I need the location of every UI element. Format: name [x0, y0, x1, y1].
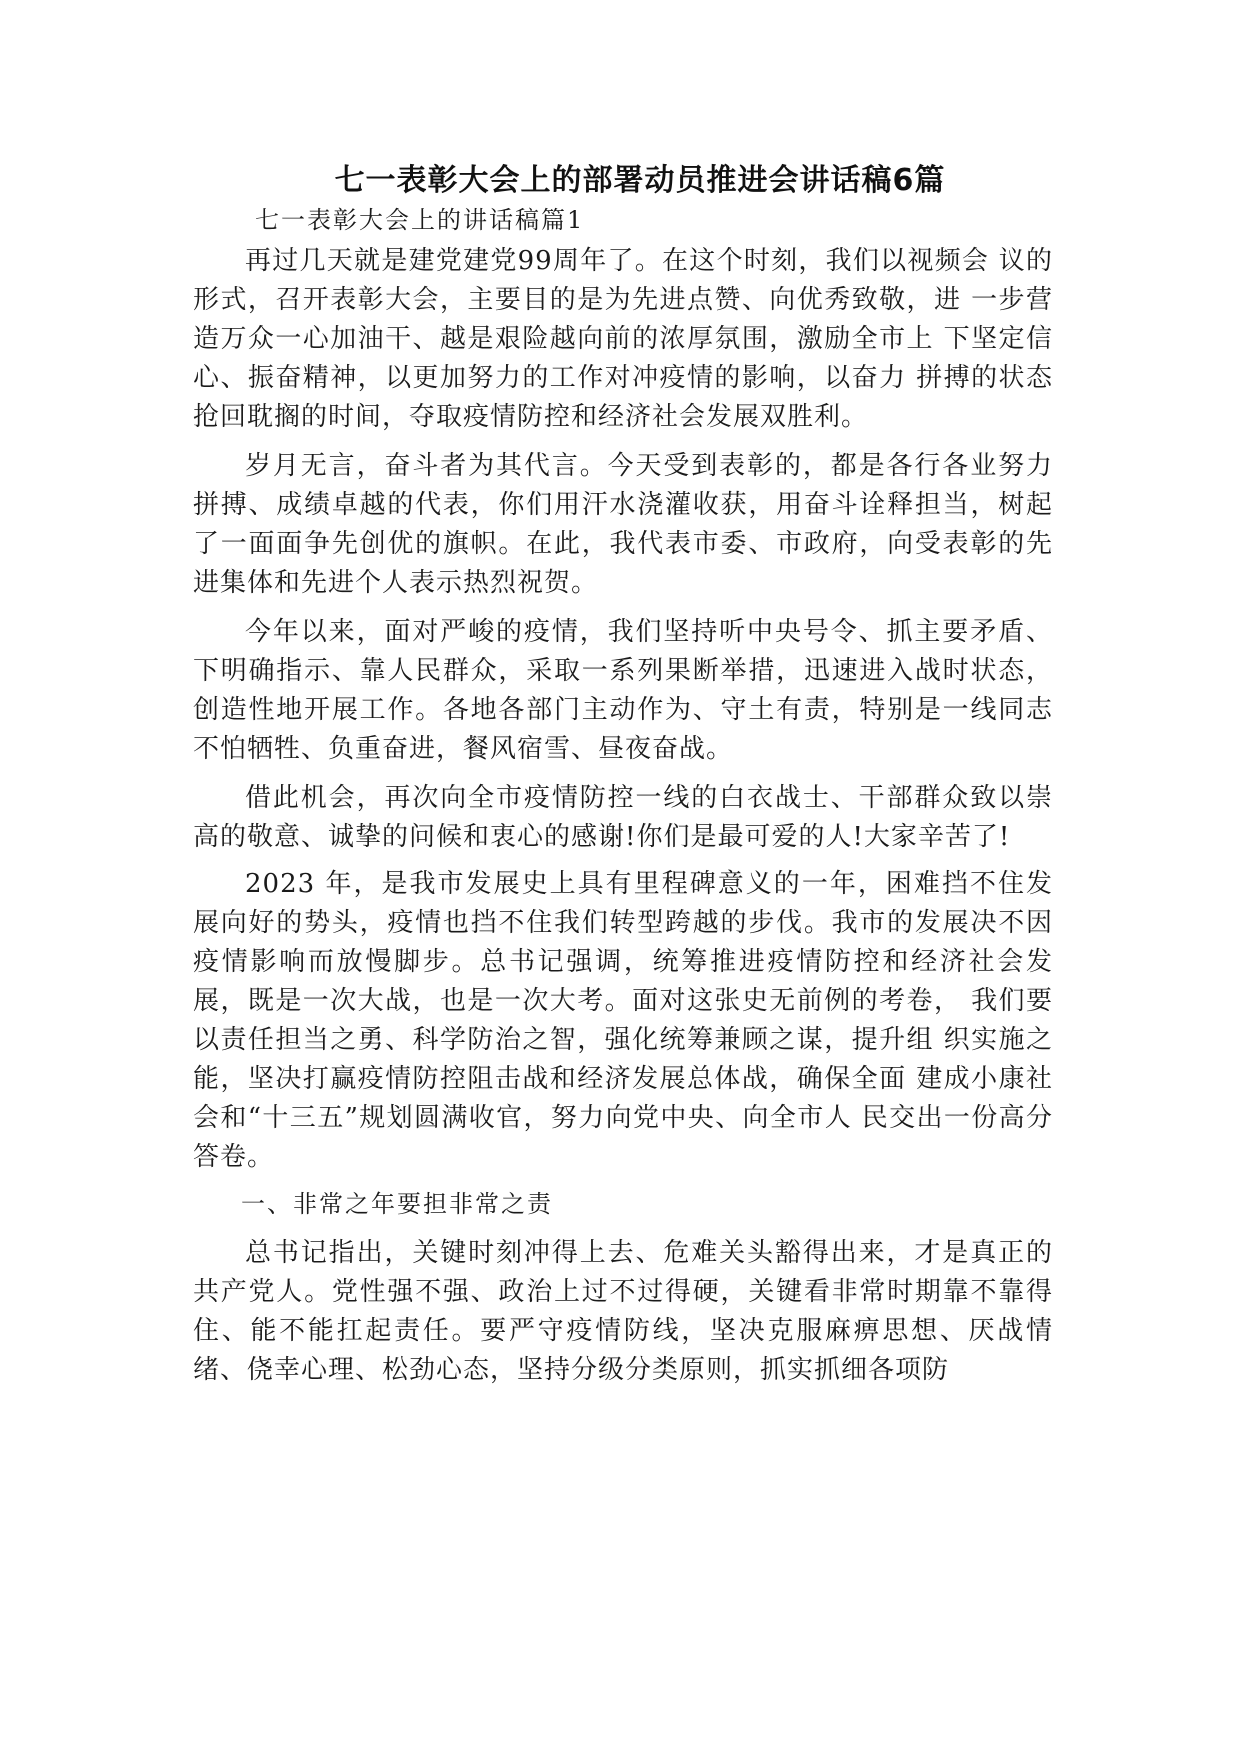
paragraph-6: 总书记指出，关键时刻冲得上去、危难关头豁得出来，才是真正的共产党人。党性强不强、政治上过不过得硬，关键看非常时期靠不靠得住、能不能扛起责任。要严守疫情防线，坚决克服麻痹思想、厌战情绪、侥幸心理、松劲心态，坚持分级分类原则，抓实抓细各项防 [193, 1238, 1053, 1385]
document-body [193, 242, 1053, 1400]
paragraph-5: 2023 年，是我市发展史上具有里程碑意义的一年，困难挡不住发展向好的势头，疫情也挡不住我们转型跨越的步伐。我市的发展决不因疫情影响而放慢脚步。总书记强调，统筹推进疫情防控和经济社会发展，既是一次大战，也是一次大考。面对这张史无前例的考卷， 我们要以责任担当之勇、科学防治之智，强化统筹兼顾之谋，提升组 织实施之能，坚决打赢疫情防控阻击战和经济发展总体战，确保全面 建成小康社会和“十三五”规划圆满收官，努力向党中央、向全市人 民交出一份高分答卷。 [193, 869, 1053, 1172]
paragraph-3: 今年以来，面对严峻的疫情，我们坚持听中央号令、抓主要矛盾、下明确指示、靠人民群众，采取一系列果断举措，迅速进入战时状态，创造性地开展工作。各地各部门主动作为、守土有责，特别是一线同志不怕牺牲、负重奋进，餐风宿雪、昼夜奋战。 [193, 617, 1053, 764]
paragraph-4: 借此机会，再次向全市疫情防控一线的白衣战士、干部群众致以崇高的敬意、诚挚的问候和衷心的感谢!你们是最可爱的人!大家辛苦了! [193, 783, 1053, 852]
paragraph-1: 再过几天就是建党建党99周年了。在这个时刻，我们以视频会 议的形式，召开表彰大会，主要目的是为先进点赞、向优秀致敬，进 一步营造万众一心加油干、越是艰险越向前的浓厚氛围，激励全市上 下坚定信心、振奋精神，以更加努力的工作对冲疫情的影响，以奋力 拼搏的状态抢回耽搁的时间，夺取疫情防控和经济社会发展双胜利。 [193, 246, 1053, 432]
document-title: 七一表彰大会上的部署动员推进会讲话稿6篇 [334, 163, 946, 198]
document-subtitle: 七一表彰大会上的讲话稿篇1 [255, 206, 585, 234]
section-heading: 一、非常之年要担非常之责 [241, 1190, 553, 1218]
paragraph-2: 岁月无言，奋斗者为其代言。今天受到表彰的，都是各行各业努力拼搏、成绩卓越的代表，你们用汗水浇灌收获，用奋斗诠释担当，树起了一面面争先创优的旗帜。在此，我代表市委、市政府，向受表彰的先进集体和先进个人表示热烈祝贺。 [193, 451, 1053, 598]
